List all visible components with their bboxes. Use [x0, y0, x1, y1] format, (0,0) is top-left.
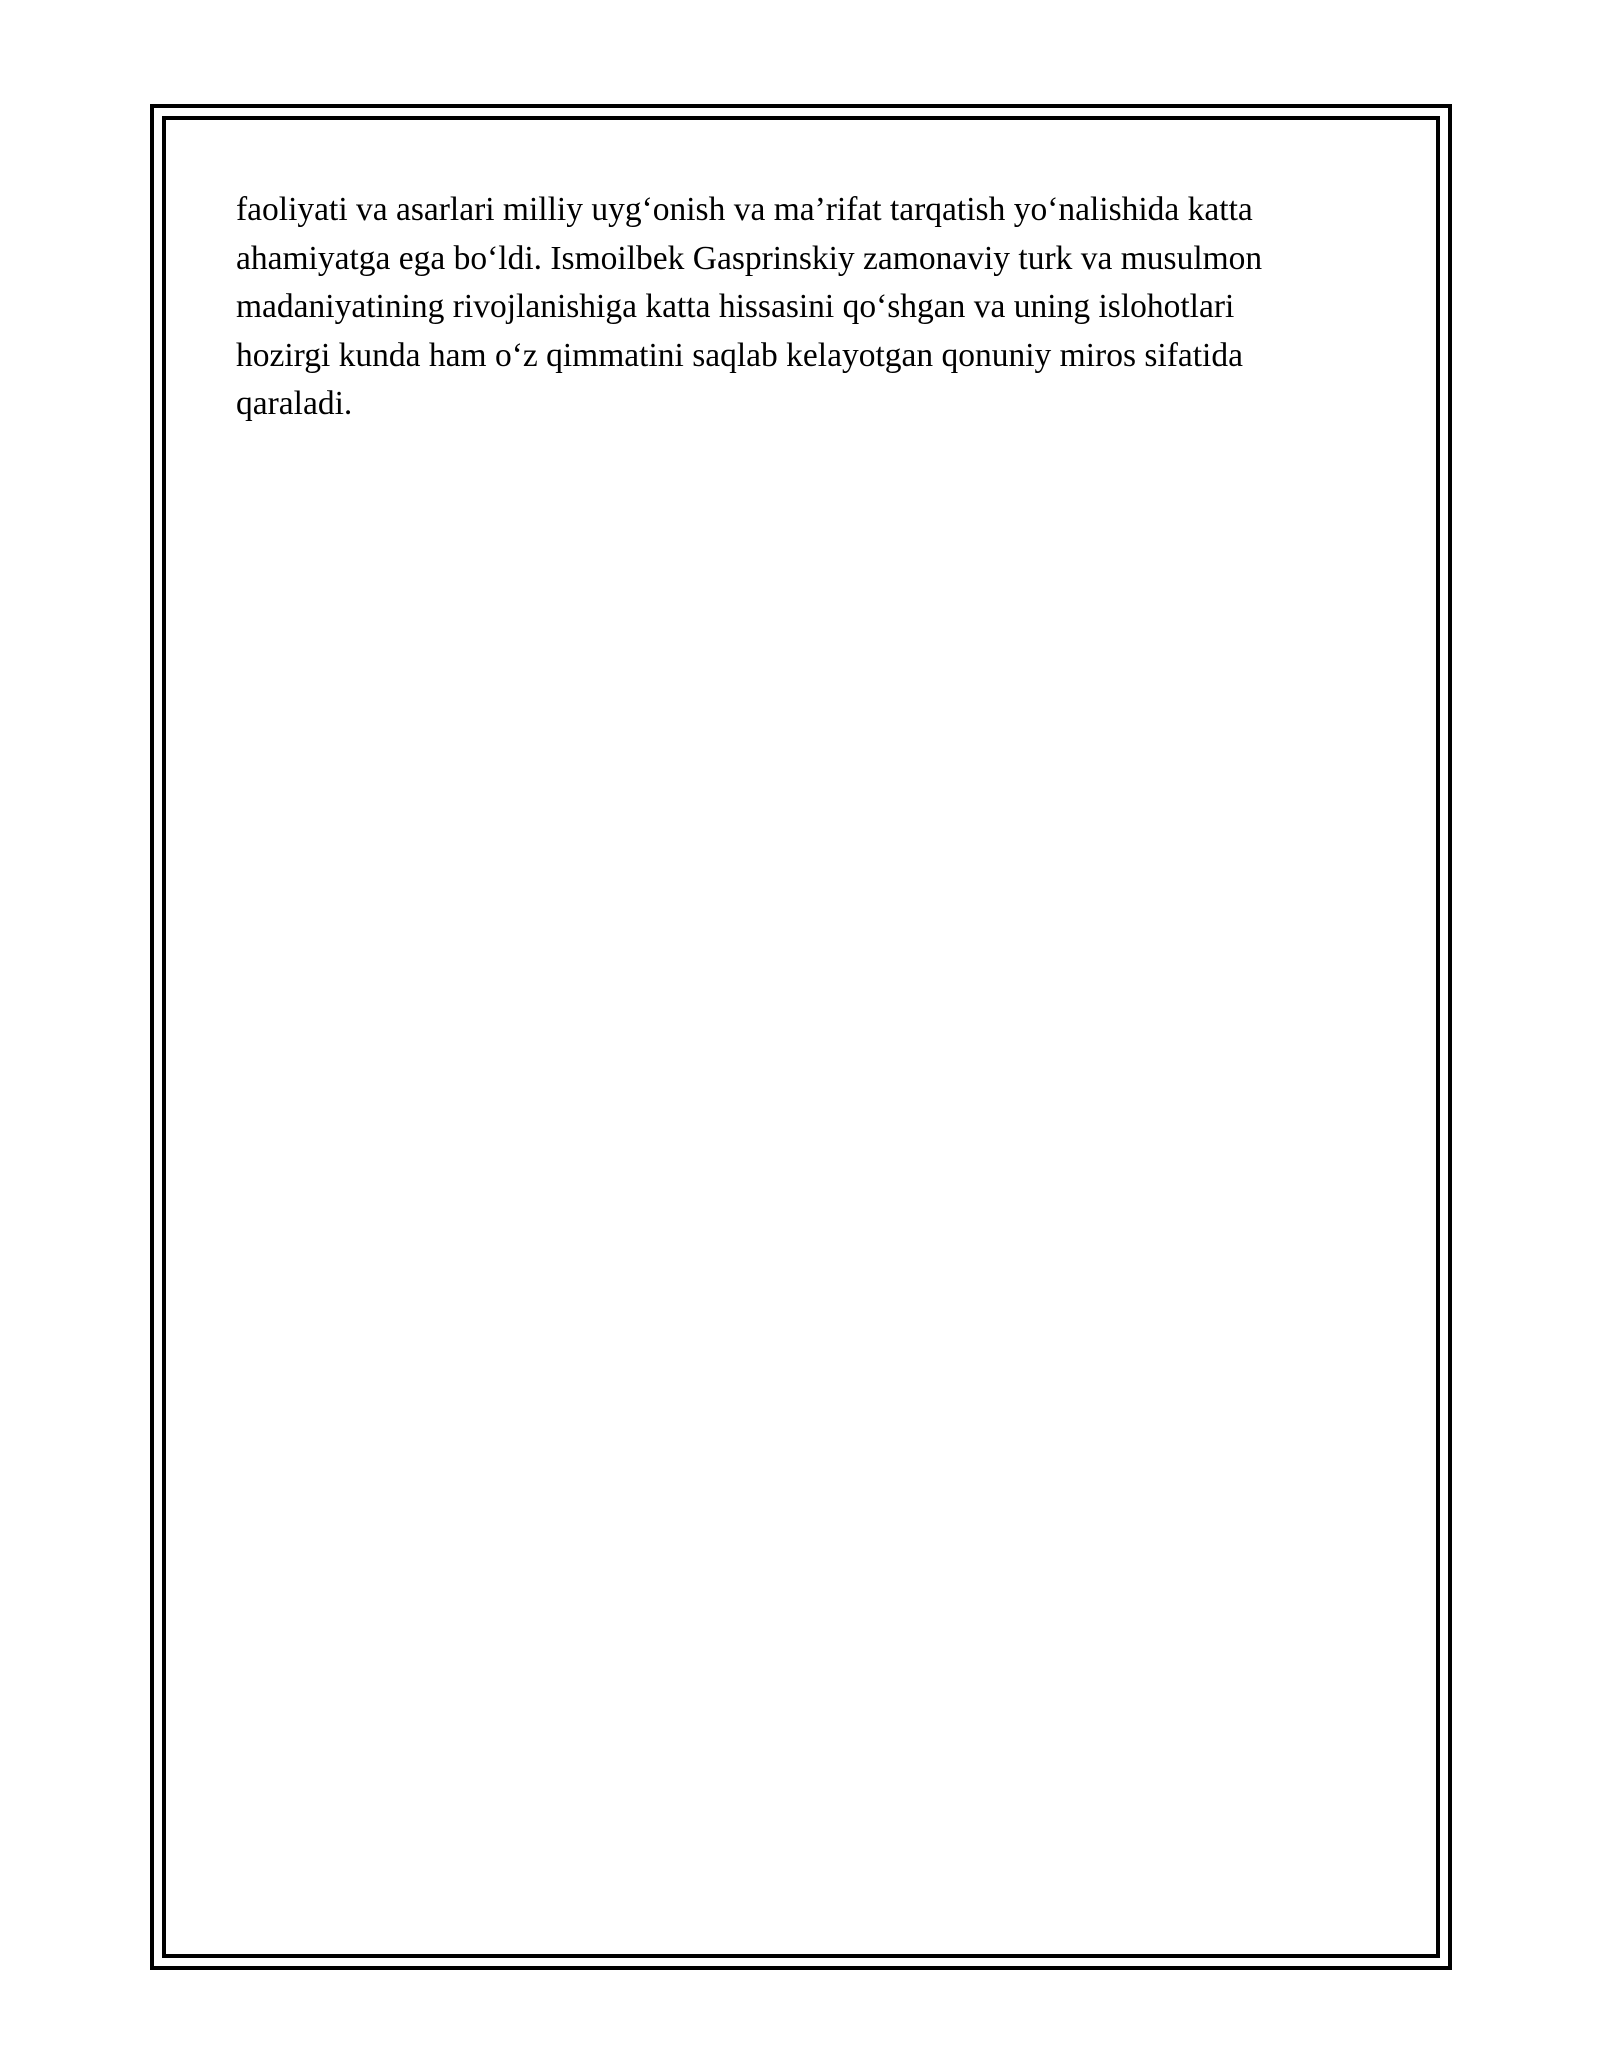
paragraph-line: ahamiyatga ega bo‘ldi. Ismoilbek Gasprinskiy zamonaviy turk va musulmon: [236, 239, 1263, 277]
paragraph-line: hozirgi kunda ham o‘z qimmatini saqlab kelayotgan qonuniy miros sifatida: [236, 336, 1243, 374]
paragraph-line: faoliyati va asarlari milliy uyg‘onish va ma’rifat tarqatish yo‘nalishida katta: [236, 191, 1253, 228]
body-paragraph: [236, 186, 1386, 429]
paragraph-line: qaraladi.: [236, 385, 353, 422]
paragraph-line: madaniyatining rivojlanishiga katta hissasini qo‘shgan va uning islohotlari: [236, 288, 1235, 325]
